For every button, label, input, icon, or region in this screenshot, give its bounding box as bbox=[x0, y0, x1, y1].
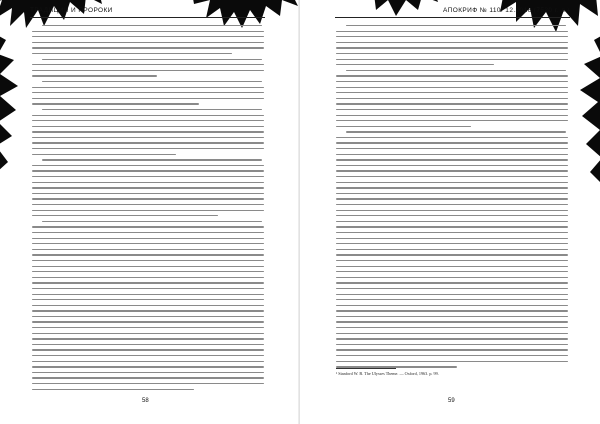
tribal-ornament-right-edge bbox=[572, 30, 600, 200]
running-head-left: ТРАДИЦИИ И ПРОРОКИ bbox=[30, 7, 113, 14]
page-number-right: 59 bbox=[448, 398, 455, 404]
footnote: ¹ Stanford W. B. The Ulysses Theme. — Oxford, 1963. p. 99. bbox=[336, 371, 439, 376]
header-rule-left bbox=[30, 17, 265, 18]
page-number-left: 58 bbox=[142, 398, 149, 404]
body-text-left bbox=[32, 25, 264, 394]
footnote-rule bbox=[336, 368, 396, 369]
header-rule-right bbox=[335, 17, 570, 18]
body-text-right bbox=[336, 25, 568, 372]
right-page bbox=[300, 0, 600, 424]
tribal-ornament-left-edge bbox=[0, 30, 28, 180]
running-head-right: АПОКРИФ № 110: 12.2016 (7520 г. л.) bbox=[443, 7, 570, 14]
